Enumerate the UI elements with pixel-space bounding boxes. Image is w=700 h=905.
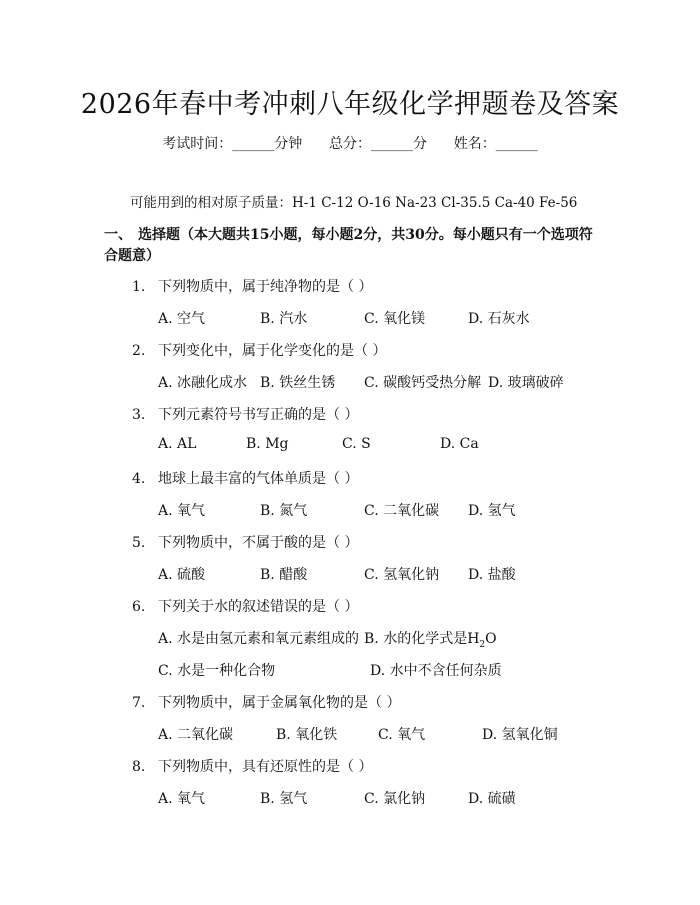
option-c: C. 氢氧化钠 — [364, 567, 440, 583]
option-c: C. 氧气 — [378, 727, 426, 743]
option-c: C. S — [342, 436, 371, 452]
name-label: 姓名： — [453, 136, 496, 152]
formula-subscript: 2 — [479, 639, 486, 650]
question-number: 2. — [132, 343, 146, 359]
option-c: C. 氧化镁 — [364, 311, 426, 327]
option-d: D. 玻璃破碎 — [488, 375, 564, 391]
section-title: 选择题（本大题共15小题，每小题2分，共30分。每小题只有一个选项符合题意） — [104, 227, 593, 264]
time-blank: ______ — [232, 136, 275, 152]
section-number: 一、 — [104, 227, 132, 243]
score-label: 总分： — [329, 136, 371, 152]
option-a: A. AL — [158, 436, 197, 452]
option-a: A. 氧气 — [158, 791, 206, 807]
option-b-text: B. 水的化学式是H — [364, 631, 480, 647]
option-c: C. 碳酸钙受热分解 — [364, 375, 482, 391]
question-number: 7. — [132, 695, 146, 711]
option-a: A. 空气 — [158, 311, 206, 327]
option-a: A. 冰融化成水 — [158, 375, 248, 391]
option-d: D. 盐酸 — [468, 567, 516, 583]
question-stem: 下列变化中，属于化学变化的是（ ） — [158, 343, 387, 359]
option-b: B. 氮气 — [260, 503, 308, 519]
option-d: D. 氢气 — [468, 503, 516, 519]
option-b — [364, 628, 497, 650]
name-blank: ______ — [495, 136, 538, 152]
question-stem: 下列关于水的叙述错误的是（ ） — [158, 599, 359, 615]
option-d: D. 氢氧化铜 — [482, 727, 558, 743]
section-heading — [104, 225, 604, 267]
question-number: 1. — [132, 279, 146, 295]
question-number: 6. — [132, 599, 146, 615]
question-stem: 下列物质中，属于金属氧化物的是（ ） — [158, 695, 401, 711]
question-8 — [132, 756, 372, 776]
question-stem: 下列物质中，不属于酸的是（ ） — [158, 535, 359, 551]
score-unit: 分 — [413, 136, 427, 152]
question-stem: 下列物质中，属于纯净物的是（ ） — [158, 279, 373, 295]
question-stem: 下列物质中，具有还原性的是（ ） — [158, 759, 373, 775]
option-b: B. Mg — [246, 436, 289, 452]
question-number: 5. — [132, 535, 146, 551]
option-b: B. 铁丝生锈 — [260, 375, 336, 391]
formula-tail: O — [485, 631, 497, 647]
atomic-masses-note: 可能用到的相对原子质量：H-1 C-12 O-16 Na-23 Cl-35.5 Ca-40 Fe-56 — [130, 195, 578, 211]
page-title: 2026年春中考冲刺八年级化学押题卷及答案 — [80, 89, 620, 120]
time-label: 考试时间： — [162, 136, 233, 152]
option-d: D. 水中不含任何杂质 — [370, 663, 502, 679]
question-4 — [132, 468, 358, 488]
question-stem: 下列元素符号书写正确的是（ ） — [158, 407, 359, 423]
question-1 — [132, 276, 372, 296]
option-c: C. 二氧化碳 — [364, 503, 440, 519]
question-2 — [132, 340, 386, 360]
question-number: 3. — [132, 407, 146, 423]
question-stem: 地球上最丰富的气体单质是（ ） — [158, 471, 359, 487]
time-unit: 分钟 — [274, 136, 303, 152]
question-5 — [132, 532, 358, 552]
option-a: A. 硫酸 — [158, 567, 206, 583]
option-c: C. 氯化钠 — [364, 791, 426, 807]
option-d: D. 硫磺 — [468, 791, 516, 807]
question-number: 8. — [132, 759, 146, 775]
exam-info-line — [0, 133, 700, 153]
question-7 — [132, 692, 400, 712]
option-b: B. 醋酸 — [260, 567, 308, 583]
score-blank: ______ — [371, 136, 413, 152]
question-number: 4. — [132, 471, 146, 487]
option-b: B. 氧化铁 — [276, 727, 338, 743]
option-b: B. 汽水 — [260, 311, 308, 327]
option-b: B. 氢气 — [260, 791, 308, 807]
question-6 — [132, 596, 358, 616]
option-d: D. 石灰水 — [468, 311, 530, 327]
option-a: A. 二氧化碳 — [158, 727, 234, 743]
option-a: A. 水是由氢元素和氧元素组成的 — [158, 631, 360, 647]
option-a: A. 氧气 — [158, 503, 206, 519]
question-3 — [132, 404, 358, 424]
option-c: C. 水是一种化合物 — [158, 663, 276, 679]
option-d: D. Ca — [440, 436, 479, 452]
